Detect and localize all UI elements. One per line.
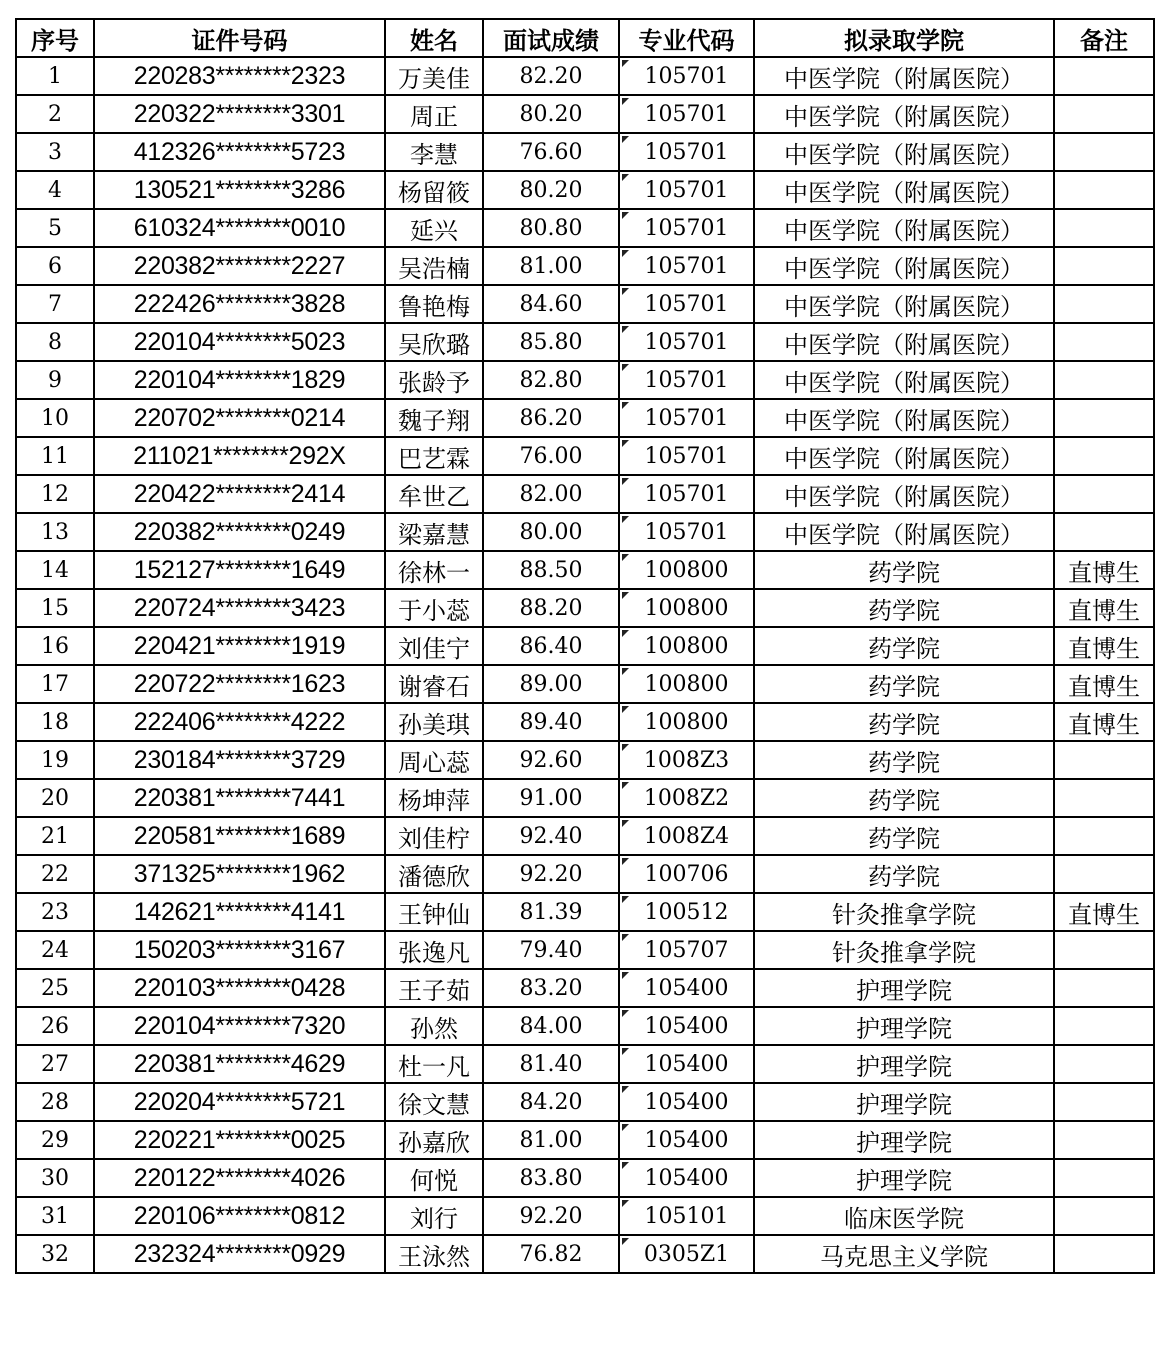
table-row xyxy=(16,323,1154,361)
cell-name: 鲁艳梅 xyxy=(385,285,483,323)
cell-id-number: 220122********4026 xyxy=(94,1159,385,1197)
cell-interview-score: 92.40 xyxy=(483,817,619,855)
cell-interview-score: 89.00 xyxy=(483,665,619,703)
cell-major-code: 105400 xyxy=(619,1121,754,1159)
cell-interview-score: 86.40 xyxy=(483,627,619,665)
cell-college: 临床医学院 xyxy=(754,1197,1054,1235)
cell-note: 直博生 xyxy=(1054,627,1154,665)
cell-major-code: 1008Z2 xyxy=(619,779,754,817)
cell-serial: 5 xyxy=(16,209,94,247)
admission-table xyxy=(15,18,1155,1274)
cell-major-code: 105701 xyxy=(619,361,754,399)
header-row xyxy=(16,19,1154,57)
cell-note: 直博生 xyxy=(1054,703,1154,741)
cell-id-number: 220104********5023 xyxy=(94,323,385,361)
cell-college: 中医学院（附属医院） xyxy=(754,57,1054,95)
cell-major-code: 100800 xyxy=(619,627,754,665)
cell-name: 杨留筱 xyxy=(385,171,483,209)
cell-college: 中医学院（附属医院） xyxy=(754,247,1054,285)
cell-name: 魏子翔 xyxy=(385,399,483,437)
cell-interview-score: 81.00 xyxy=(483,247,619,285)
cell-name: 张逸凡 xyxy=(385,931,483,969)
cell-interview-score: 81.00 xyxy=(483,1121,619,1159)
table-row xyxy=(16,95,1154,133)
cell-note: 直博生 xyxy=(1054,589,1154,627)
table-row xyxy=(16,969,1154,1007)
table-row xyxy=(16,779,1154,817)
cell-serial: 6 xyxy=(16,247,94,285)
cell-serial: 29 xyxy=(16,1121,94,1159)
header-name: 姓名 xyxy=(385,19,483,57)
cell-college: 中医学院（附属医院） xyxy=(754,171,1054,209)
cell-serial: 17 xyxy=(16,665,94,703)
cell-serial: 9 xyxy=(16,361,94,399)
cell-id-number: 220581********1689 xyxy=(94,817,385,855)
table-row xyxy=(16,133,1154,171)
table-row xyxy=(16,1007,1154,1045)
cell-id-number: 220104********1829 xyxy=(94,361,385,399)
cell-serial: 13 xyxy=(16,513,94,551)
cell-serial: 20 xyxy=(16,779,94,817)
cell-id-number: 232324********0929 xyxy=(94,1235,385,1273)
cell-id-number: 230184********3729 xyxy=(94,741,385,779)
cell-note xyxy=(1054,133,1154,171)
cell-major-code: 105707 xyxy=(619,931,754,969)
cell-note xyxy=(1054,57,1154,95)
cell-college: 药学院 xyxy=(754,855,1054,893)
cell-id-number: 222406********4222 xyxy=(94,703,385,741)
cell-college: 中医学院（附属医院） xyxy=(754,513,1054,551)
cell-name: 孙嘉欣 xyxy=(385,1121,483,1159)
cell-college: 中医学院（附属医院） xyxy=(754,399,1054,437)
cell-college: 药学院 xyxy=(754,703,1054,741)
cell-note xyxy=(1054,1007,1154,1045)
cell-major-code: 1008Z3 xyxy=(619,741,754,779)
cell-name: 刘佳柠 xyxy=(385,817,483,855)
cell-serial: 28 xyxy=(16,1083,94,1121)
cell-id-number: 150203********3167 xyxy=(94,931,385,969)
cell-interview-score: 92.60 xyxy=(483,741,619,779)
header-note: 备注 xyxy=(1054,19,1154,57)
cell-major-code: 105701 xyxy=(619,95,754,133)
table-row xyxy=(16,57,1154,95)
cell-id-number: 152127********1649 xyxy=(94,551,385,589)
cell-id-number: 220283********2323 xyxy=(94,57,385,95)
cell-interview-score: 81.39 xyxy=(483,893,619,931)
cell-name: 李慧 xyxy=(385,133,483,171)
cell-serial: 25 xyxy=(16,969,94,1007)
cell-note xyxy=(1054,475,1154,513)
cell-serial: 31 xyxy=(16,1197,94,1235)
cell-interview-score: 76.60 xyxy=(483,133,619,171)
cell-id-number: 222426********3828 xyxy=(94,285,385,323)
cell-major-code: 105701 xyxy=(619,475,754,513)
cell-note xyxy=(1054,1083,1154,1121)
cell-major-code: 105701 xyxy=(619,285,754,323)
table-row xyxy=(16,1197,1154,1235)
cell-college: 护理学院 xyxy=(754,1121,1054,1159)
cell-major-code: 105701 xyxy=(619,513,754,551)
cell-name: 徐文慧 xyxy=(385,1083,483,1121)
cell-note xyxy=(1054,95,1154,133)
cell-note xyxy=(1054,513,1154,551)
cell-college: 护理学院 xyxy=(754,1007,1054,1045)
cell-major-code: 105701 xyxy=(619,57,754,95)
cell-name: 孙美琪 xyxy=(385,703,483,741)
table-row xyxy=(16,1121,1154,1159)
table-row xyxy=(16,855,1154,893)
cell-id-number: 220382********2227 xyxy=(94,247,385,285)
cell-college: 护理学院 xyxy=(754,1159,1054,1197)
cell-interview-score: 82.80 xyxy=(483,361,619,399)
header-college: 拟录取学院 xyxy=(754,19,1054,57)
cell-id-number: 220103********0428 xyxy=(94,969,385,1007)
cell-id-number: 371325********1962 xyxy=(94,855,385,893)
cell-name: 刘佳宁 xyxy=(385,627,483,665)
cell-serial: 15 xyxy=(16,589,94,627)
cell-major-code: 105400 xyxy=(619,969,754,1007)
cell-major-code: 105701 xyxy=(619,133,754,171)
table-row xyxy=(16,513,1154,551)
header-interview-score: 面试成绩 xyxy=(483,19,619,57)
cell-note: 直博生 xyxy=(1054,551,1154,589)
table-row xyxy=(16,931,1154,969)
cell-note: 直博生 xyxy=(1054,665,1154,703)
cell-college: 护理学院 xyxy=(754,1083,1054,1121)
cell-interview-score: 89.40 xyxy=(483,703,619,741)
cell-serial: 12 xyxy=(16,475,94,513)
cell-id-number: 220106********0812 xyxy=(94,1197,385,1235)
table-row xyxy=(16,589,1154,627)
cell-interview-score: 82.20 xyxy=(483,57,619,95)
cell-name: 孙然 xyxy=(385,1007,483,1045)
cell-note xyxy=(1054,779,1154,817)
cell-college: 护理学院 xyxy=(754,969,1054,1007)
cell-interview-score: 76.82 xyxy=(483,1235,619,1273)
table-row xyxy=(16,551,1154,589)
cell-id-number: 220382********0249 xyxy=(94,513,385,551)
cell-note xyxy=(1054,209,1154,247)
table-row xyxy=(16,1045,1154,1083)
table-row xyxy=(16,1083,1154,1121)
table-row xyxy=(16,437,1154,475)
cell-id-number: 220204********5721 xyxy=(94,1083,385,1121)
cell-college: 护理学院 xyxy=(754,1045,1054,1083)
cell-major-code: 100800 xyxy=(619,665,754,703)
table-row xyxy=(16,893,1154,931)
cell-serial: 8 xyxy=(16,323,94,361)
cell-college: 中医学院（附属医院） xyxy=(754,437,1054,475)
header-id-number: 证件号码 xyxy=(94,19,385,57)
cell-id-number: 211021********292X xyxy=(94,437,385,475)
cell-note xyxy=(1054,969,1154,1007)
cell-note xyxy=(1054,437,1154,475)
cell-name: 杜一凡 xyxy=(385,1045,483,1083)
cell-note xyxy=(1054,285,1154,323)
cell-name: 王钟仙 xyxy=(385,893,483,931)
table-row xyxy=(16,171,1154,209)
cell-serial: 7 xyxy=(16,285,94,323)
cell-serial: 30 xyxy=(16,1159,94,1197)
cell-college: 药学院 xyxy=(754,817,1054,855)
cell-id-number: 220422********2414 xyxy=(94,475,385,513)
cell-interview-score: 85.80 xyxy=(483,323,619,361)
cell-note xyxy=(1054,1045,1154,1083)
cell-name: 王子茹 xyxy=(385,969,483,1007)
cell-college: 中医学院（附属医院） xyxy=(754,95,1054,133)
cell-name: 杨坤萍 xyxy=(385,779,483,817)
cell-name: 周正 xyxy=(385,95,483,133)
table-row xyxy=(16,627,1154,665)
cell-college: 药学院 xyxy=(754,665,1054,703)
cell-college: 中医学院（附属医院） xyxy=(754,133,1054,171)
cell-id-number: 130521********3286 xyxy=(94,171,385,209)
cell-college: 中医学院（附属医院） xyxy=(754,323,1054,361)
table-body xyxy=(16,57,1154,1273)
cell-serial: 3 xyxy=(16,133,94,171)
cell-college: 药学院 xyxy=(754,589,1054,627)
cell-college: 中医学院（附属医院） xyxy=(754,209,1054,247)
cell-interview-score: 76.00 xyxy=(483,437,619,475)
cell-id-number: 412326********5723 xyxy=(94,133,385,171)
cell-serial: 32 xyxy=(16,1235,94,1273)
cell-major-code: 105400 xyxy=(619,1007,754,1045)
cell-serial: 14 xyxy=(16,551,94,589)
cell-note xyxy=(1054,817,1154,855)
cell-major-code: 100800 xyxy=(619,551,754,589)
cell-major-code: 0305Z1 xyxy=(619,1235,754,1273)
cell-name: 万美佳 xyxy=(385,57,483,95)
cell-name: 于小蕊 xyxy=(385,589,483,627)
cell-interview-score: 83.20 xyxy=(483,969,619,1007)
table-row xyxy=(16,285,1154,323)
cell-serial: 26 xyxy=(16,1007,94,1045)
cell-note xyxy=(1054,1235,1154,1273)
table-row xyxy=(16,209,1154,247)
cell-id-number: 220421********1919 xyxy=(94,627,385,665)
table-row xyxy=(16,247,1154,285)
cell-id-number: 220722********1623 xyxy=(94,665,385,703)
cell-name: 巴艺霖 xyxy=(385,437,483,475)
cell-name: 何悦 xyxy=(385,1159,483,1197)
cell-id-number: 220322********3301 xyxy=(94,95,385,133)
table-row xyxy=(16,475,1154,513)
table-row xyxy=(16,1159,1154,1197)
cell-major-code: 105701 xyxy=(619,323,754,361)
cell-note xyxy=(1054,399,1154,437)
cell-name: 牟世乙 xyxy=(385,475,483,513)
header-serial: 序号 xyxy=(16,19,94,57)
table-row xyxy=(16,741,1154,779)
cell-interview-score: 84.60 xyxy=(483,285,619,323)
cell-name: 延兴 xyxy=(385,209,483,247)
cell-interview-score: 92.20 xyxy=(483,1197,619,1235)
cell-name: 徐林一 xyxy=(385,551,483,589)
cell-name: 吴欣璐 xyxy=(385,323,483,361)
cell-major-code: 105400 xyxy=(619,1159,754,1197)
cell-id-number: 142621********4141 xyxy=(94,893,385,931)
cell-serial: 4 xyxy=(16,171,94,209)
cell-college: 药学院 xyxy=(754,551,1054,589)
cell-name: 刘行 xyxy=(385,1197,483,1235)
cell-major-code: 105400 xyxy=(619,1045,754,1083)
cell-interview-score: 84.00 xyxy=(483,1007,619,1045)
table-row xyxy=(16,703,1154,741)
cell-major-code: 105701 xyxy=(619,247,754,285)
cell-major-code: 105701 xyxy=(619,437,754,475)
cell-college: 药学院 xyxy=(754,627,1054,665)
cell-interview-score: 82.00 xyxy=(483,475,619,513)
cell-interview-score: 83.80 xyxy=(483,1159,619,1197)
cell-serial: 23 xyxy=(16,893,94,931)
cell-name: 王泳然 xyxy=(385,1235,483,1273)
cell-note xyxy=(1054,171,1154,209)
cell-interview-score: 88.50 xyxy=(483,551,619,589)
table-row xyxy=(16,1235,1154,1273)
cell-serial: 18 xyxy=(16,703,94,741)
cell-major-code: 105701 xyxy=(619,209,754,247)
cell-id-number: 220702********0214 xyxy=(94,399,385,437)
cell-note xyxy=(1054,741,1154,779)
cell-serial: 27 xyxy=(16,1045,94,1083)
cell-serial: 22 xyxy=(16,855,94,893)
cell-name: 周心蕊 xyxy=(385,741,483,779)
cell-interview-score: 88.20 xyxy=(483,589,619,627)
cell-id-number: 220381********4629 xyxy=(94,1045,385,1083)
cell-college: 中医学院（附属医院） xyxy=(754,361,1054,399)
cell-major-code: 105101 xyxy=(619,1197,754,1235)
cell-major-code: 100800 xyxy=(619,589,754,627)
table-row xyxy=(16,399,1154,437)
cell-major-code: 100706 xyxy=(619,855,754,893)
cell-college: 中医学院（附属医院） xyxy=(754,475,1054,513)
cell-note xyxy=(1054,323,1154,361)
cell-major-code: 100800 xyxy=(619,703,754,741)
cell-college: 马克思主义学院 xyxy=(754,1235,1054,1273)
cell-interview-score: 80.00 xyxy=(483,513,619,551)
cell-interview-score: 80.20 xyxy=(483,95,619,133)
cell-college: 药学院 xyxy=(754,741,1054,779)
cell-serial: 21 xyxy=(16,817,94,855)
cell-college: 药学院 xyxy=(754,779,1054,817)
cell-major-code: 100512 xyxy=(619,893,754,931)
cell-interview-score: 80.80 xyxy=(483,209,619,247)
cell-name: 潘德欣 xyxy=(385,855,483,893)
cell-note xyxy=(1054,1197,1154,1235)
cell-college: 针灸推拿学院 xyxy=(754,931,1054,969)
cell-interview-score: 84.20 xyxy=(483,1083,619,1121)
cell-name: 梁嘉慧 xyxy=(385,513,483,551)
header-major-code: 专业代码 xyxy=(619,19,754,57)
table-row xyxy=(16,665,1154,703)
cell-note xyxy=(1054,931,1154,969)
cell-interview-score: 81.40 xyxy=(483,1045,619,1083)
cell-serial: 11 xyxy=(16,437,94,475)
cell-name: 张龄予 xyxy=(385,361,483,399)
cell-id-number: 220104********7320 xyxy=(94,1007,385,1045)
table-row xyxy=(16,817,1154,855)
cell-interview-score: 80.20 xyxy=(483,171,619,209)
cell-note xyxy=(1054,855,1154,893)
cell-name: 吴浩楠 xyxy=(385,247,483,285)
cell-serial: 10 xyxy=(16,399,94,437)
cell-interview-score: 79.40 xyxy=(483,931,619,969)
cell-interview-score: 86.20 xyxy=(483,399,619,437)
cell-major-code: 105701 xyxy=(619,171,754,209)
cell-name: 谢睿石 xyxy=(385,665,483,703)
table-row xyxy=(16,361,1154,399)
cell-college: 中医学院（附属医院） xyxy=(754,285,1054,323)
cell-note xyxy=(1054,1159,1154,1197)
cell-id-number: 220724********3423 xyxy=(94,589,385,627)
cell-serial: 16 xyxy=(16,627,94,665)
cell-major-code: 105701 xyxy=(619,399,754,437)
cell-serial: 24 xyxy=(16,931,94,969)
cell-interview-score: 91.00 xyxy=(483,779,619,817)
cell-major-code: 1008Z4 xyxy=(619,817,754,855)
cell-serial: 1 xyxy=(16,57,94,95)
cell-interview-score: 92.20 xyxy=(483,855,619,893)
cell-major-code: 105400 xyxy=(619,1083,754,1121)
cell-note xyxy=(1054,1121,1154,1159)
cell-serial: 19 xyxy=(16,741,94,779)
cell-serial: 2 xyxy=(16,95,94,133)
cell-id-number: 220381********7441 xyxy=(94,779,385,817)
cell-id-number: 610324********0010 xyxy=(94,209,385,247)
cell-note: 直博生 xyxy=(1054,893,1154,931)
cell-note xyxy=(1054,247,1154,285)
cell-id-number: 220221********0025 xyxy=(94,1121,385,1159)
cell-college: 针灸推拿学院 xyxy=(754,893,1054,931)
cell-note xyxy=(1054,361,1154,399)
